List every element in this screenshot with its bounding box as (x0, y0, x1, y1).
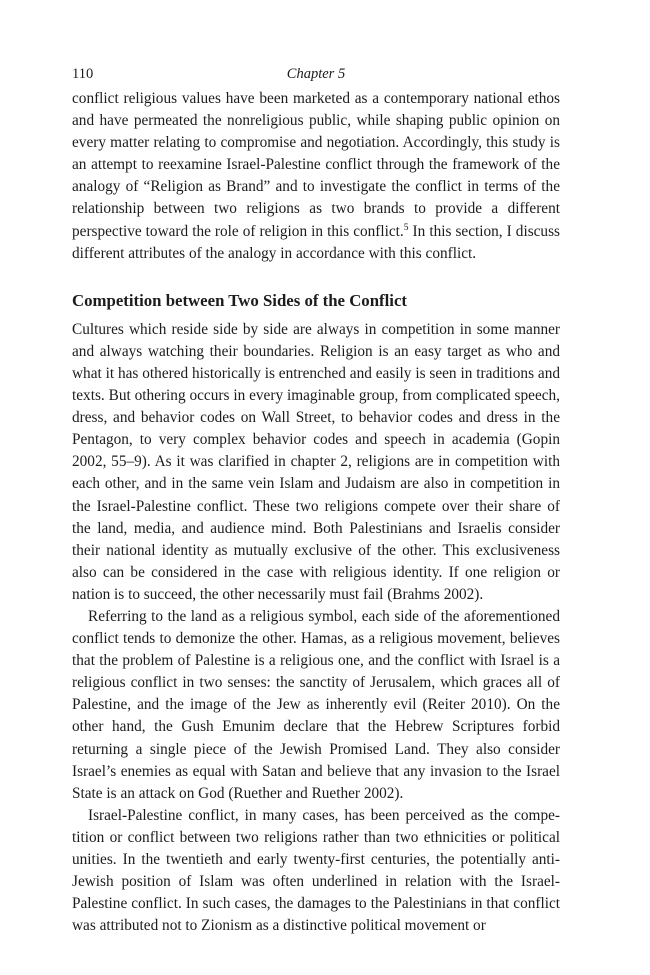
body-paragraph: Cultures which reside side by side are always in competition in some manner and always watching their boundaries. Religion is an easy target as who and what it has othered historically is entrenched and easily is seen in traditions and texts. But othering occurs in every imaginable group, from complicated speech, dress, and behavior codes on Wall Street, to behavior codes and dress in the Pentagon, to very complex behavior codes and speech in academia (Gopin 2002, 55–9). As it was clarified in chapter 2, religions are in competition with each other, and in the same vein Islam and Judaism are also in competition in the Israel-Palestine conflict. These two religions compete over their share of the land, media, and audience mind. Both Palestinians and Israelis consider their national identity as mutually exclusive of the other. This exclusiveness also can be considered in the case with religious identity. If one religion or nation is to succeed, the other necessarily must fail (Brahms 2002). (72, 320, 560, 603)
body-paragraph: Israel-Palestine conflict, in many cases, has been perceived as the competition or conflict between two religions rather than two ethnicities or political unities. In the twentieth and early twenty-first centuries, the potentially anti-Jewish position of Islam was often underlined in relation with the Israel-Palestine conflict. In such cases, the damages to the Palestinians in that conflict was attributed not to Zionism as a distinctive political movement or (72, 806, 560, 935)
page-number: 110 (72, 66, 94, 82)
intro-paragraph (72, 88, 560, 265)
intro-paragraph-text-continued: In this section, I discuss different attributes of the analogy in accordance with this conflict. (72, 222, 560, 262)
body-paragraph: Referring to the land as a religious symbol, each side of the aforementioned conflict tends to demonize the other. Hamas, as a religious movement, believes that the problem of Palestine is a religious one, and the conflict with Israel is a religious conflict in two senses: the sanctity of Jerusalem, which graces all of Palestine, and the image of the Jew as inherently evil (Reiter 2010). On the other hand, the Gush Emunim declare that the Hebrew Scriptures forbid returning a single piece of the Jewish Promised Land. They also consider Israel’s enemies as equal with Satan and believe that any invasion to the Israel State is an attack on God (Ruether and Ruether 2002). (72, 607, 560, 802)
chapter-label: Chapter 5 (286, 66, 346, 82)
book-page (72, 66, 560, 937)
running-head (72, 66, 560, 88)
footnote-marker[interactable]: 5 (403, 222, 409, 233)
section-heading: Competition between Two Sides of the Conflict (72, 290, 407, 310)
intro-paragraph-text: conflict religious values have been marketed as a contemporary national ethos and have permeated the nonreligious public, while shaping public opinion on every matter relating to compromise and negotiation. Accordingly, this study is an attempt to reexamine Israel-Palestine conflict through the framework of the analogy of “Religion as Brand” and to investigate the conflict in terms of the relationship between two religions as two brands to provide a different perspective toward the role of religion in this conflict. (72, 90, 560, 240)
